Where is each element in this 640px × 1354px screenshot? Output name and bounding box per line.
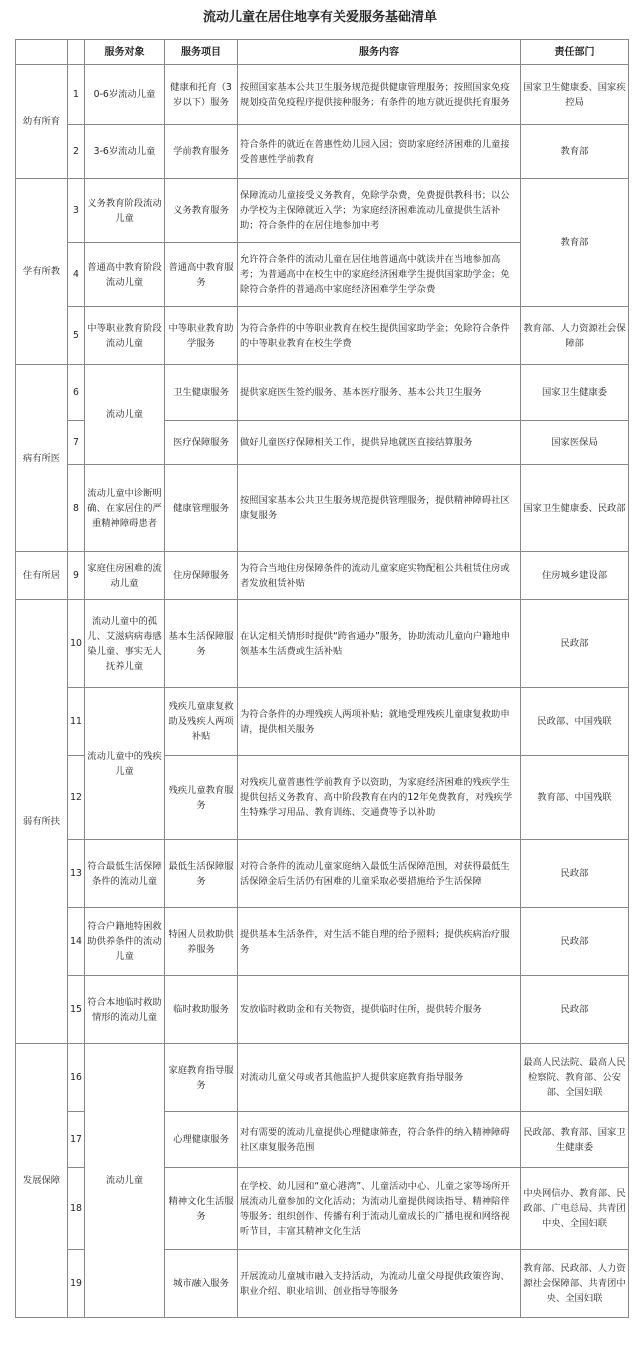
- project-cell: 精神文化生活服务: [165, 1168, 238, 1250]
- content-cell: 发放临时救助金和有关物资，提供临时住所，提供转介服务: [238, 976, 521, 1044]
- header-row: [16, 40, 629, 65]
- department-cell: 教育部、人力资源社会保障部: [521, 307, 629, 365]
- target-cell: 义务教育阶段流动儿童: [85, 179, 165, 243]
- department-cell: 民政部: [521, 908, 629, 976]
- department-cell: 教育部: [521, 179, 629, 307]
- content-cell: 在认定相关情形时提供“跨省通办”服务，协助流动儿童向户籍地申领基本生活费或生活补贴: [238, 600, 521, 688]
- department-cell: 民政部、中国残联: [521, 688, 629, 756]
- row-number: 11: [68, 688, 85, 756]
- content-cell: 在学校、幼儿园和“童心港湾”、儿童活动中心、儿童之家等场所开展流动儿童参加的文化活动；为流动儿童提供阅读指导、精神陪伴等服务；组织创作、传播有利于流动儿童成长的广播电视和网络视听节目，丰富其精神文化生活: [238, 1168, 521, 1250]
- table-row: [16, 840, 629, 908]
- project-cell: 城市融入服务: [165, 1250, 238, 1318]
- row-number: 4: [68, 243, 85, 307]
- project-cell: 健康管理服务: [165, 465, 238, 552]
- content-cell: 对残疾儿童普惠性学前教育予以资助，为家庭经济困难的残疾学生提供包括义务教育、高中阶段教育在内的12年免费教育，对残疾学生特殊学习用品、教育训练、交通费等予以补助: [238, 756, 521, 840]
- header-department: 责任部门: [521, 40, 629, 65]
- row-number: 8: [68, 465, 85, 552]
- content-cell: 开展流动儿童城市融入支持活动，为流动儿童父母提供政策咨询、职业介绍、职业培训、创业指导等服务: [238, 1250, 521, 1318]
- row-number: 7: [68, 421, 85, 465]
- category-cell: 学有所教: [16, 179, 68, 365]
- row-number: 13: [68, 840, 85, 908]
- project-cell: 医疗保障服务: [165, 421, 238, 465]
- department-cell: 国家卫生健康委、民政部: [521, 465, 629, 552]
- row-number: 9: [68, 552, 85, 600]
- project-cell: 健康和托育（3岁以下）服务: [165, 65, 238, 125]
- target-cell: 流动儿童中诊断明确、在家居住的严重精神障碍患者: [85, 465, 165, 552]
- table-row: [16, 307, 629, 365]
- row-number: 3: [68, 179, 85, 243]
- department-cell: 教育部: [521, 125, 629, 179]
- department-cell: 中央网信办、教育部、民政部、广电总局、共青团中央、全国妇联: [521, 1168, 629, 1250]
- project-cell: 特困人员救助供养服务: [165, 908, 238, 976]
- row-number: 5: [68, 307, 85, 365]
- header-number: [68, 40, 85, 65]
- content-cell: 对符合条件的流动儿童家庭纳入最低生活保障范围，对获得最低生活保障金后生活仍有困难的儿童采取必要措施给予生活保障: [238, 840, 521, 908]
- project-cell: 学前教育服务: [165, 125, 238, 179]
- project-cell: 临时救助服务: [165, 976, 238, 1044]
- content-cell: 提供家庭医生签约服务、基本医疗服务、基本公共卫生服务: [238, 365, 521, 421]
- header-target: 服务对象: [85, 40, 165, 65]
- target-cell: 家庭住房困难的流动儿童: [85, 552, 165, 600]
- row-number: 2: [68, 125, 85, 179]
- project-cell: 普通高中教育服务: [165, 243, 238, 307]
- project-cell: 残疾儿童康复救助及残疾人两项补贴: [165, 688, 238, 756]
- target-cell: 符合户籍地特困救助供养条件的流动儿童: [85, 908, 165, 976]
- target-cell: 流动儿童中的孤儿、艾滋病病毒感染儿童、事实无人抚养儿童: [85, 600, 165, 688]
- department-cell: 国家卫生健康委: [521, 365, 629, 421]
- content-cell: 提供基本生活条件，对生活不能自理的给予照料；提供疾病治疗服务: [238, 908, 521, 976]
- content-cell: 对有需要的流动儿童提供心理健康筛查，符合条件的纳入精神障碍社区康复服务范围: [238, 1112, 521, 1168]
- department-cell: 国家卫生健康委、国家疾控局: [521, 65, 629, 125]
- department-cell: 民政部: [521, 976, 629, 1044]
- project-cell: 中等职业教育助学服务: [165, 307, 238, 365]
- department-cell: 民政部: [521, 600, 629, 688]
- row-number: 16: [68, 1044, 85, 1112]
- project-cell: 最低生活保障服务: [165, 840, 238, 908]
- department-cell: 民政部: [521, 840, 629, 908]
- table-row: [16, 552, 629, 600]
- row-number: 10: [68, 600, 85, 688]
- content-cell: 按照国家基本公共卫生服务规范提供管理服务，提供精神障碍社区康复服务: [238, 465, 521, 552]
- row-number: 19: [68, 1250, 85, 1318]
- project-cell: 基本生活保障服务: [165, 600, 238, 688]
- table-row: [16, 365, 629, 421]
- content-cell: 为符合条件的中等职业教育在校生提供国家助学金；免除符合条件的中等职业教育在校生学费: [238, 307, 521, 365]
- category-cell: 发展保障: [16, 1044, 68, 1318]
- content-cell: 为符合当地住房保障条件的流动儿童家庭实物配租公共租赁住房或者发放租赁补贴: [238, 552, 521, 600]
- target-cell: 普通高中教育阶段流动儿童: [85, 243, 165, 307]
- project-cell: 卫生健康服务: [165, 365, 238, 421]
- category-cell: 弱有所扶: [16, 600, 68, 1044]
- header-project: 服务项目: [165, 40, 238, 65]
- content-cell: 做好儿童医疗保障相关工作，提供异地就医直接结算服务: [238, 421, 521, 465]
- row-number: 6: [68, 365, 85, 421]
- content-cell: 按照国家基本公共卫生服务规范提供健康管理服务；按照国家免疫规划疫苗免疫程序提供接种服务；有条件的地方就近提供托育服务: [238, 65, 521, 125]
- document-title: 流动儿童在居住地享有关爱服务基础清单: [202, 10, 437, 25]
- table-row: [16, 908, 629, 976]
- target-cell: 0-6岁流动儿童: [85, 65, 165, 125]
- content-cell: 符合条件的就近在普惠性幼儿园入园；资助家庭经济困难的儿童接受普惠性学前教育: [238, 125, 521, 179]
- category-cell: 病有所医: [16, 365, 68, 552]
- target-cell: 符合最低生活保障条件的流动儿童: [85, 840, 165, 908]
- project-cell: 残疾儿童教育服务: [165, 756, 238, 840]
- department-cell: 住房城乡建设部: [521, 552, 629, 600]
- target-cell: 3-6岁流动儿童: [85, 125, 165, 179]
- service-list-table: [15, 39, 629, 1318]
- target-cell: 中等职业教育阶段流动儿童: [85, 307, 165, 365]
- row-number: 15: [68, 976, 85, 1044]
- table-row: [16, 465, 629, 552]
- row-number: 1: [68, 65, 85, 125]
- row-number: 14: [68, 908, 85, 976]
- department-cell: 教育部、中国残联: [521, 756, 629, 840]
- target-cell: 符合本地临时救助情形的流动儿童: [85, 976, 165, 1044]
- table-row: [16, 976, 629, 1044]
- department-cell: 教育部、民政部、人力资源社会保障部、共青团中央、全国妇联: [521, 1250, 629, 1318]
- content-cell: 对流动儿童父母或者其他监护人提供家庭教育指导服务: [238, 1044, 521, 1112]
- table-row: [16, 179, 629, 243]
- row-number: 18: [68, 1168, 85, 1250]
- department-cell: 最高人民法院、最高人民检察院、教育部、公安部、全国妇联: [521, 1044, 629, 1112]
- row-number: 12: [68, 756, 85, 840]
- table-row: [16, 688, 629, 756]
- content-cell: 为符合条件的办理残疾人两项补贴；就地受理残疾儿童康复救助申请，提供相关服务: [238, 688, 521, 756]
- department-cell: 民政部、教育部、国家卫生健康委: [521, 1112, 629, 1168]
- project-cell: 心理健康服务: [165, 1112, 238, 1168]
- target-cell: 流动儿童: [85, 365, 165, 465]
- content-cell: 允许符合条件的流动儿童在居住地普通高中就读并在当地参加高考；为普通高中在校生中的家庭经济困难学生提供国家助学金；免除符合条件的普通高中家庭经济困难学生学杂费: [238, 243, 521, 307]
- header-content: 服务内容: [238, 40, 521, 65]
- project-cell: 义务教育服务: [165, 179, 238, 243]
- header-category: [16, 40, 68, 65]
- table-row: [16, 1044, 629, 1112]
- content-cell: 保障流动儿童接受义务教育，免除学杂费，免费提供教科书；以公办学校为主保障就近入学；为家庭经济困难流动儿童提供生活补助；符合条件的在居住地参加中考: [238, 179, 521, 243]
- table-row: [16, 125, 629, 179]
- table-row: [16, 600, 629, 688]
- target-cell: 流动儿童: [85, 1044, 165, 1318]
- project-cell: 住房保障服务: [165, 552, 238, 600]
- category-cell: 住有所居: [16, 552, 68, 600]
- department-cell: 国家医保局: [521, 421, 629, 465]
- row-number: 17: [68, 1112, 85, 1168]
- category-cell: 幼有所育: [16, 65, 68, 179]
- target-cell: 流动儿童中的残疾儿童: [85, 688, 165, 840]
- project-cell: 家庭教育指导服务: [165, 1044, 238, 1112]
- table-row: [16, 65, 629, 125]
